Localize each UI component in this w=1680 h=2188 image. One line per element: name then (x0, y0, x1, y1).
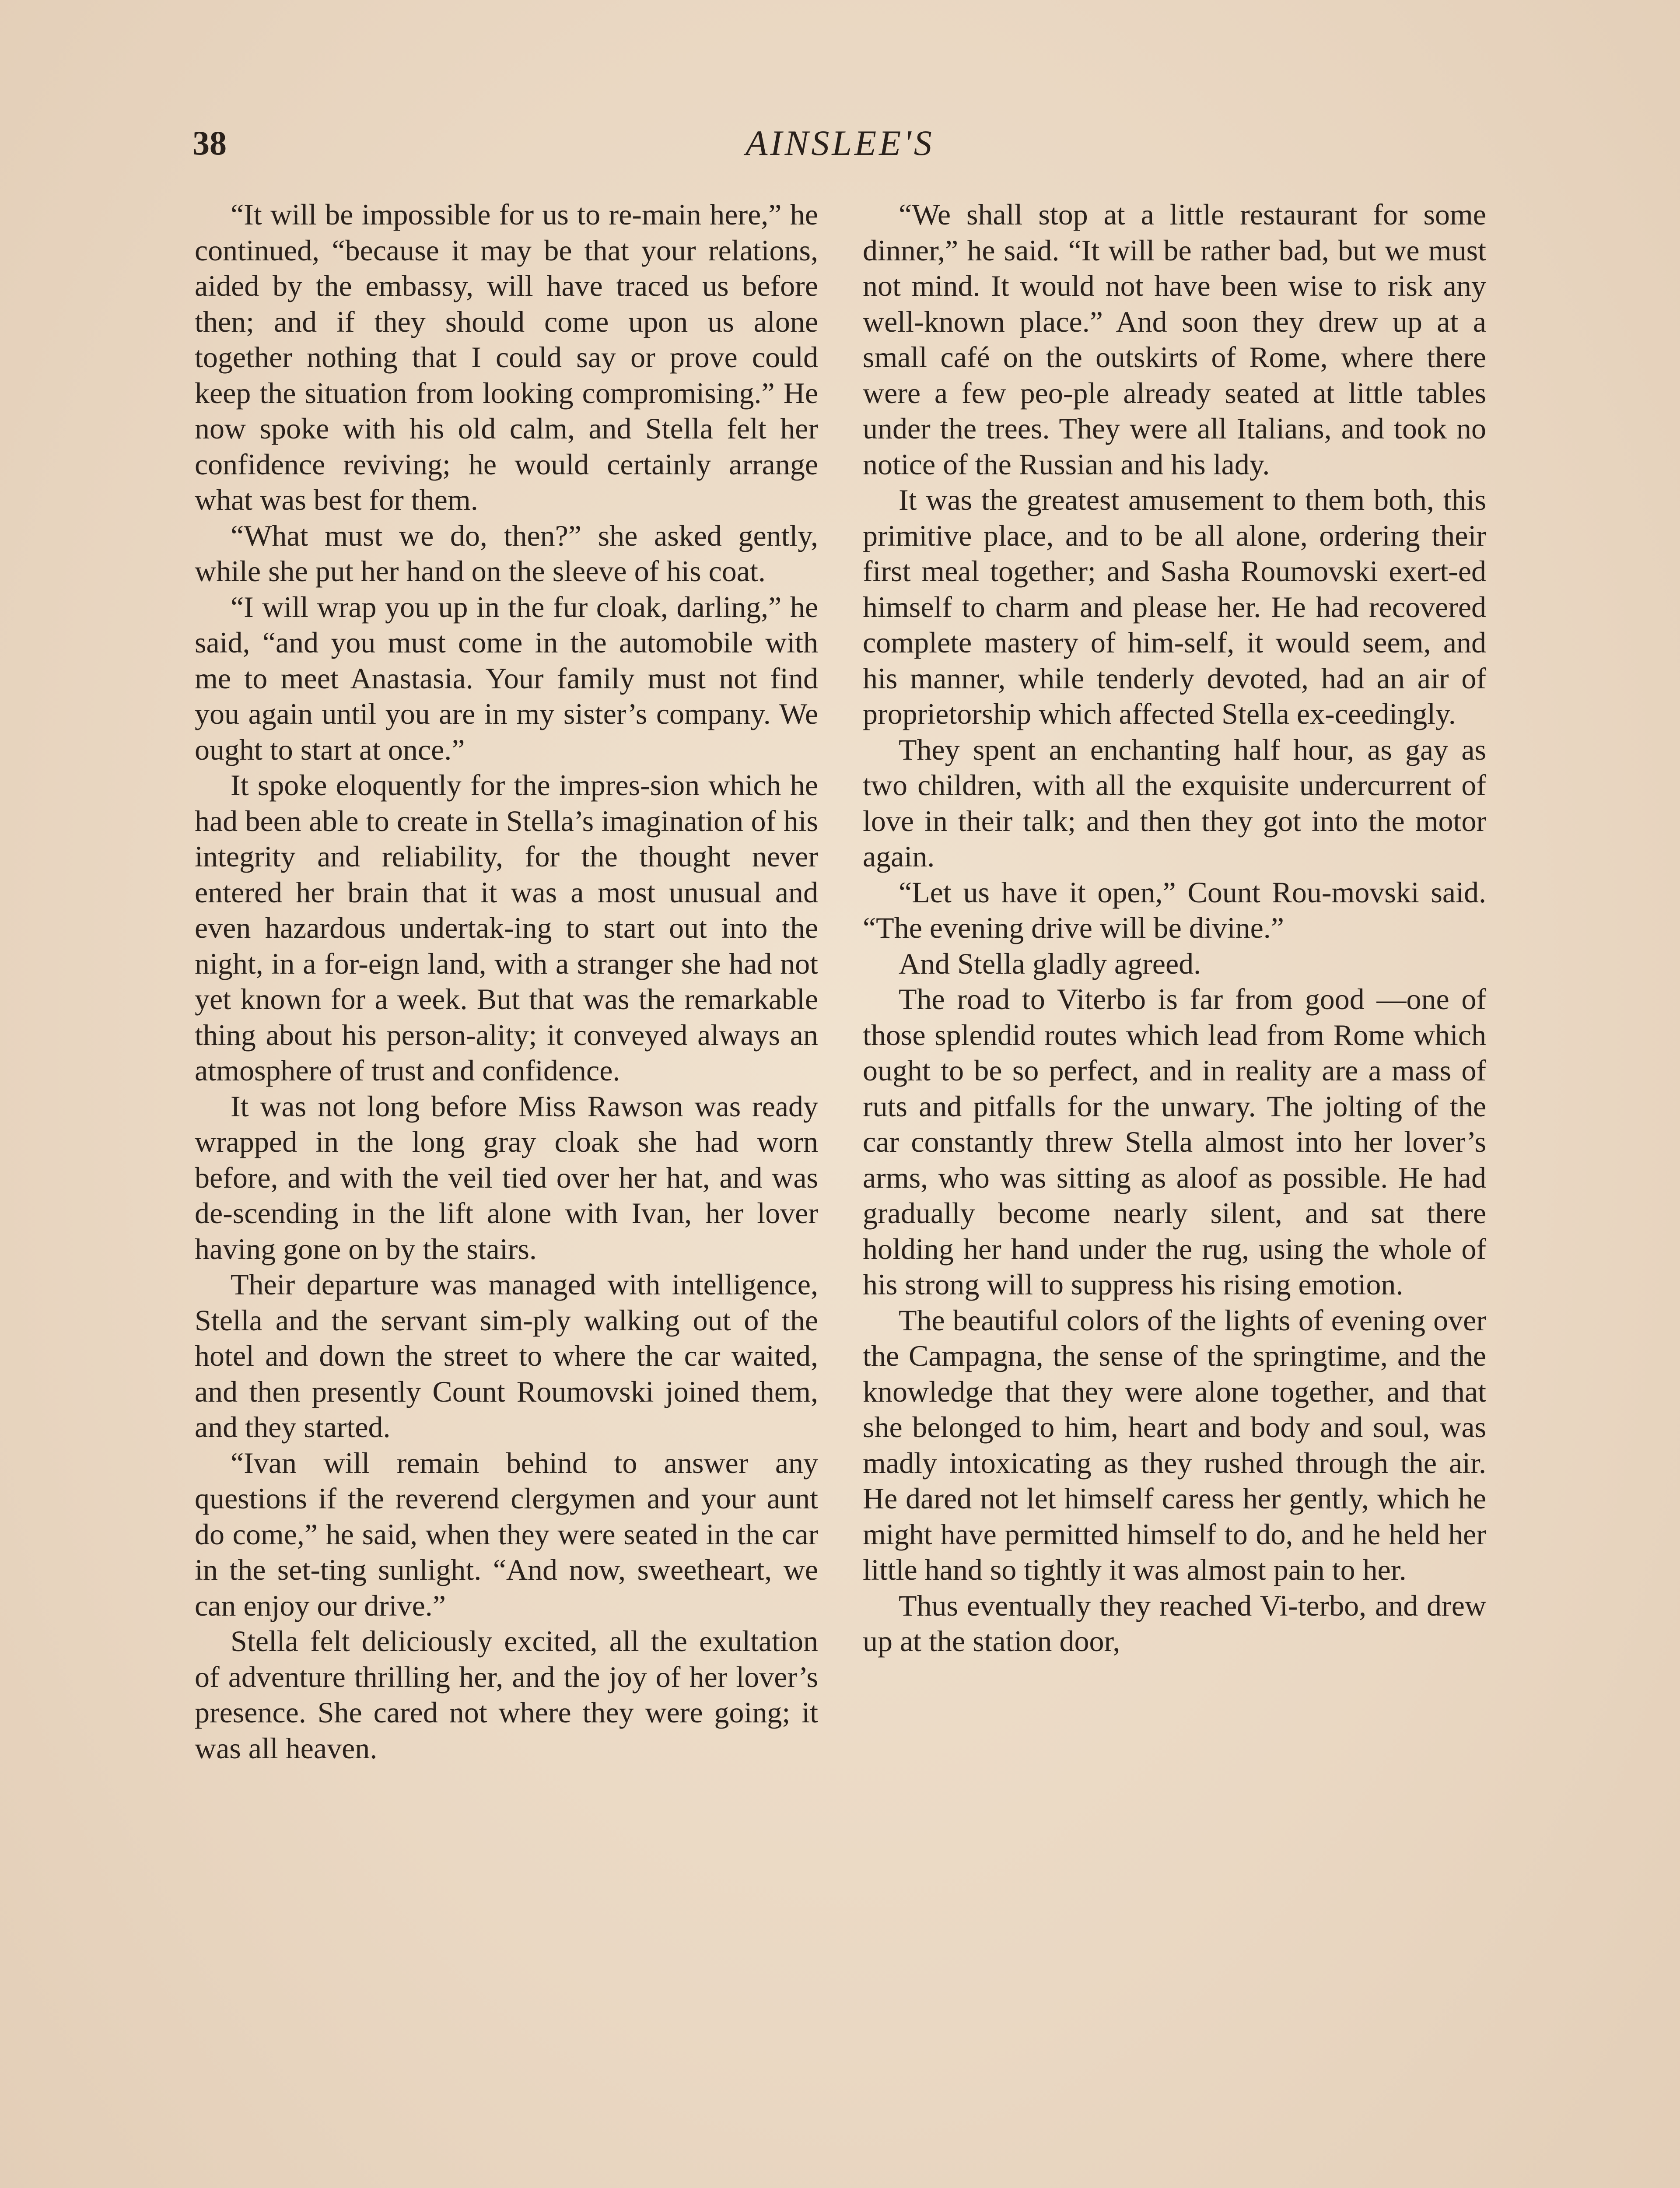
paragraph: “It will be impossible for us to re-main here,” he continued, “because it may be that your relations, aided by the embassy, will have traced us before then; and if they should come upon us alone together nothing that I could say or prove could keep the situation from looking compromising.” He now spoke with his old calm, and Stella felt her confidence reviving; he would certainly arrange what was best for them. (195, 198, 818, 516)
paragraph: It was the greatest amusement to them both, this primitive place, and to be all alone, ordering their first meal together; and Sasha Roumovski exert-ed himself to charm and please her. He had recovered complete mastery of him-self, it would seem, and his manner, while tenderly devoted, had an air of proprietorship which affected Stella ex-ceedingly. (863, 483, 1486, 730)
paragraph: Their departure was managed with intelligence, Stella and the servant sim-ply walking out of the hotel and down the street to where the car waited, and then presently Count Roumovski joined them, and they started. (195, 1268, 818, 1444)
paragraph: “Ivan will remain behind to answer any questions if the reverend clergymen and your aunt do come,” he said, when they were seated in the car in the set-ting sunlight. “And now, sweetheart, we can enjoy our drive.” (195, 1446, 818, 1622)
paragraph: The road to Viterbo is far from good —one of those splendid routes which lead from Rome which ought to be so perfect, and in reality are a mass of ruts and pitfalls for the unwary. The jolting of the car constantly threw Stella almost into her lover’s arms, who was sitting as aloof as possible. He had gradually become nearly silent, and sat there holding her hand under the rug, using the whole of his strong will to suppress his rising emotion. (863, 982, 1486, 1301)
running-head: AINSLEE'S (746, 123, 934, 163)
page-number: 38 (192, 124, 227, 162)
paragraph: “Let us have it open,” Count Rou-movski said. “The evening drive will be divine.” (863, 875, 1486, 944)
paragraph: “I will wrap you up in the fur cloak, darling,” he said, “and you must come in the automobile with me to meet Anastasia. Your family must not find you again until you are in my sister’s company. We ought to start at once.” (195, 590, 818, 766)
page-header (192, 119, 1488, 167)
paragraph: The beautiful colors of the lights of evening over the Campagna, the sense of the springtime, and the knowledge that they were alone together, and that she belonged to him, heart and body and soul, was madly intoxicating as they rushed through the air. He dared not let himself caress her gently, which he might have permitted himself to do, and he held her little hand so tightly it was almost pain to her. (863, 1303, 1486, 1586)
paragraph: “We shall stop at a little restaurant for some dinner,” he said. “It will be rather bad, but we must not mind. It would not have been wise to risk any well-known place.” And soon they drew up at a small café on the outskirts of Rome, where there were a few peo-ple already seated at little tables under the trees. They were all Italians, and took no notice of the Russian and his lady. (863, 198, 1486, 481)
right-column (863, 197, 1486, 1659)
paragraph: Thus eventually they reached Vi-terbo, and drew up at the station door, (863, 1588, 1486, 1658)
paragraph: And Stella gladly agreed. (899, 947, 1201, 980)
paragraph: It spoke eloquently for the impres-sion which he had been able to create in Stella’s imagination of his integrity and reliability, for the thought never entered her brain that it was a most unusual and even hazardous undertak-ing to start out into the night, in a for-eign land, with a stranger she had not yet known for a week. But that was the remarkable thing about his person-ality; it conveyed always an atmosphere of trust and confidence. (195, 768, 818, 1087)
paragraph: It was not long before Miss Rawson was ready wrapped in the long gray cloak she had worn before, and with the veil tied over her hat, and was de-scending in the lift alone with Ivan, her lover having gone on by the stairs. (195, 1089, 818, 1266)
left-column (195, 197, 818, 1766)
paragraph: “What must we do, then?” she asked gently, while she put her hand on the sleeve of his coat. (195, 519, 818, 588)
paragraph: Stella felt deliciously excited, all the exultation of adventure thrilling her, and the joy of her lover’s presence. She cared not where they were going; it was all heaven. (195, 1624, 818, 1765)
paragraph: They spent an enchanting half hour, as gay as two children, with all the exquisite undercurrent of love in their talk; and then they got into the motor again. (863, 733, 1486, 873)
